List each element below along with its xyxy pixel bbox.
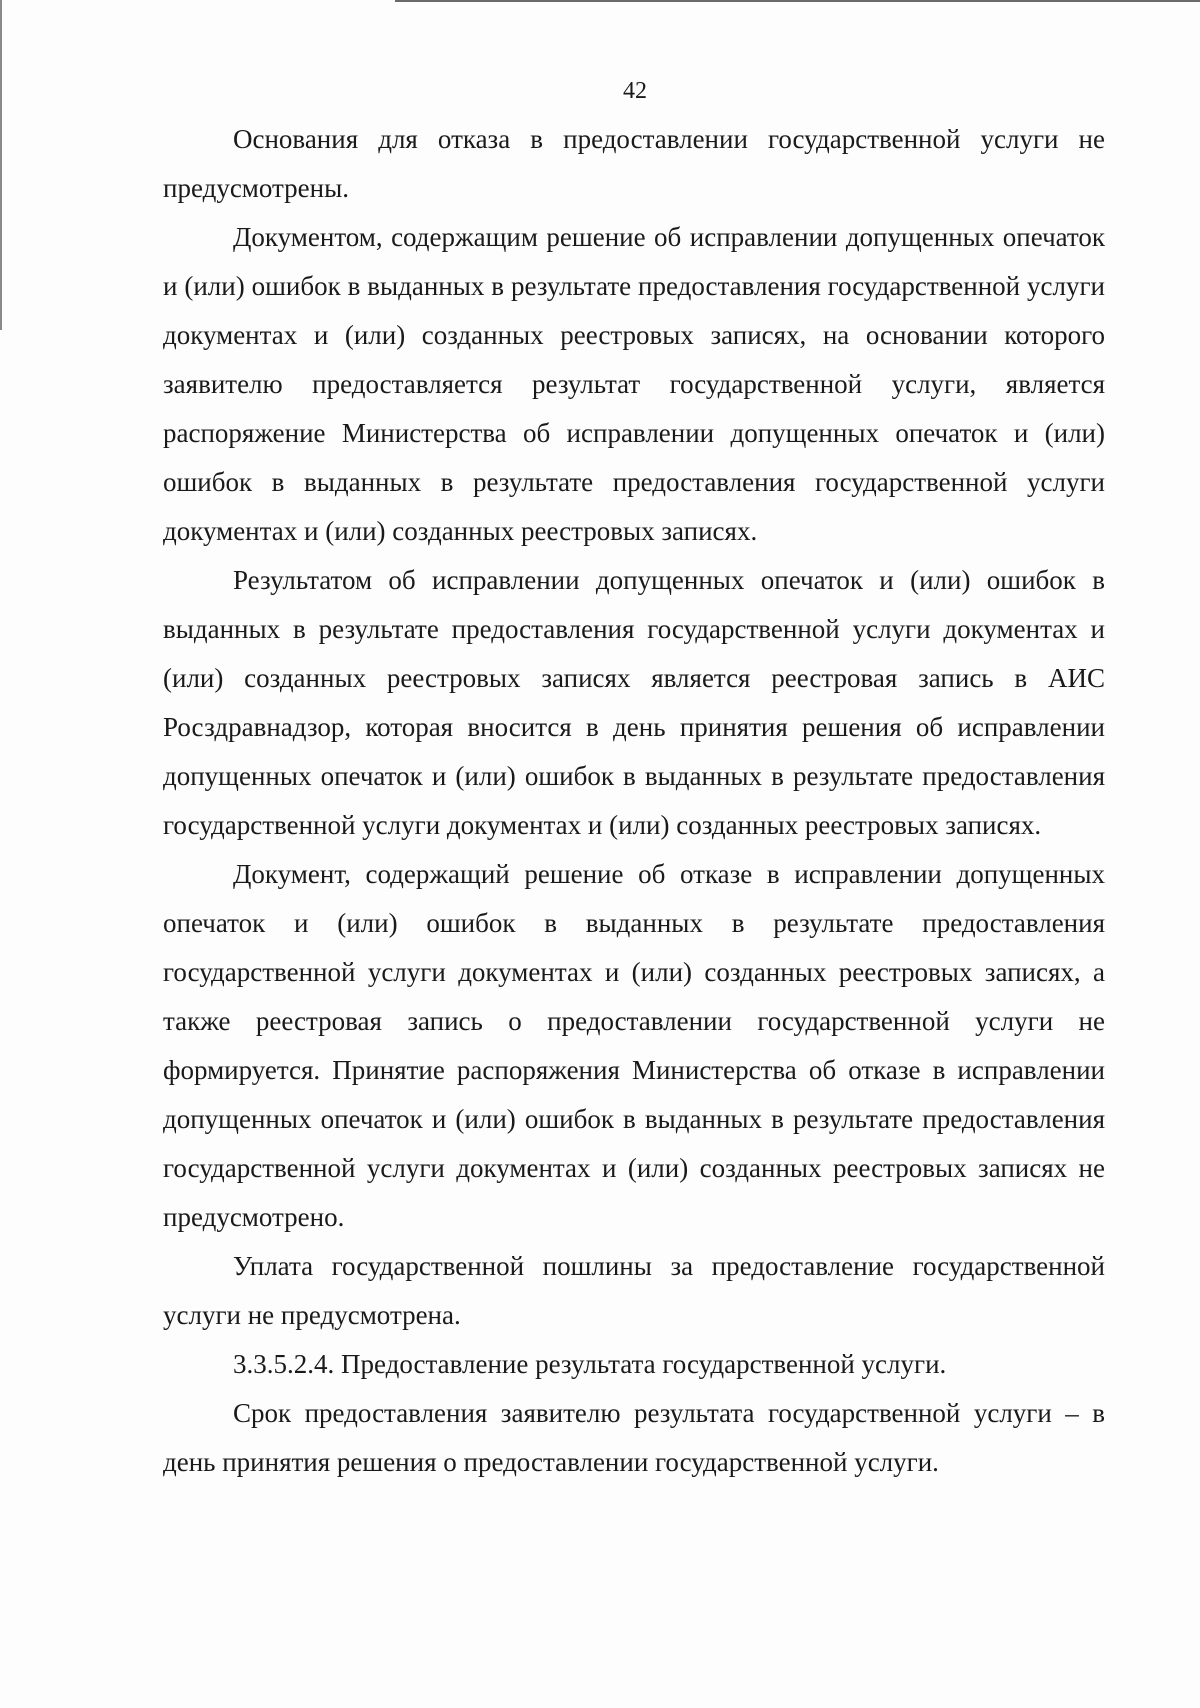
paragraph-correction-result: Результатом об исправлении допущенных опечаток и (или) ошибок в выданных в результате предоставления государственной услуги документах и (или) созданных реестровых записях является реестровая запись в АИС Росздравнадзор, которая вносится в день принятия решения об исправлении допущенных опечаток и (или) ошибок в выданных в результате предоставления государственной услуги документах и (или) созданных реестровых записях. <box>163 565 1105 840</box>
document-body <box>163 115 1105 1487</box>
scan-edge-top <box>395 0 1200 2</box>
paragraph-result-term: Срок предоставления заявителю результата государственной услуги – в день принятия решения о предоставлении государственной услуги. <box>163 1398 1105 1477</box>
paragraph-correction-decision-document: Документом, содержащим решение об исправлении допущенных опечаток и (или) ошибок в выданных в результате предоставления государственной услуги документах и (или) созданных реестровых записях, на основании которого заявителю предоставляется результат государственной услуги, является распоряжение Министерства об исправлении допущенных опечаток и (или) ошибок в выданных в результате предоставления государственной услуги документах и (или) созданных реестровых записях. <box>163 222 1105 546</box>
scan-edge-left <box>0 0 2 330</box>
page-number: 42 <box>623 78 647 104</box>
section-heading-3-3-5-2-4: 3.3.5.2.4. Предоставление результата государственной услуги. <box>233 1349 947 1379</box>
paragraph-correction-refusal: Документ, содержащий решение об отказе в исправлении допущенных опечаток и (или) ошибок в выданных в результате предоставления государственной услуги документах и (или) созданных реестровых записях, а также реестровая запись о предоставлении государственной услуги не формируется. Принятие распоряжения Министерства об отказе в исправлении допущенных опечаток и (или) ошибок в выданных в результате предоставления государственной услуги документах и (или) созданных реестровых записях не предусмотрено. <box>163 859 1105 1232</box>
paragraph-refusal-grounds: Основания для отказа в предоставлении государственной услуги не предусмотрены. <box>163 124 1105 203</box>
paragraph-state-fee: Уплата государственной пошлины за предоставление государственной услуги не предусмотрена. <box>163 1251 1105 1330</box>
